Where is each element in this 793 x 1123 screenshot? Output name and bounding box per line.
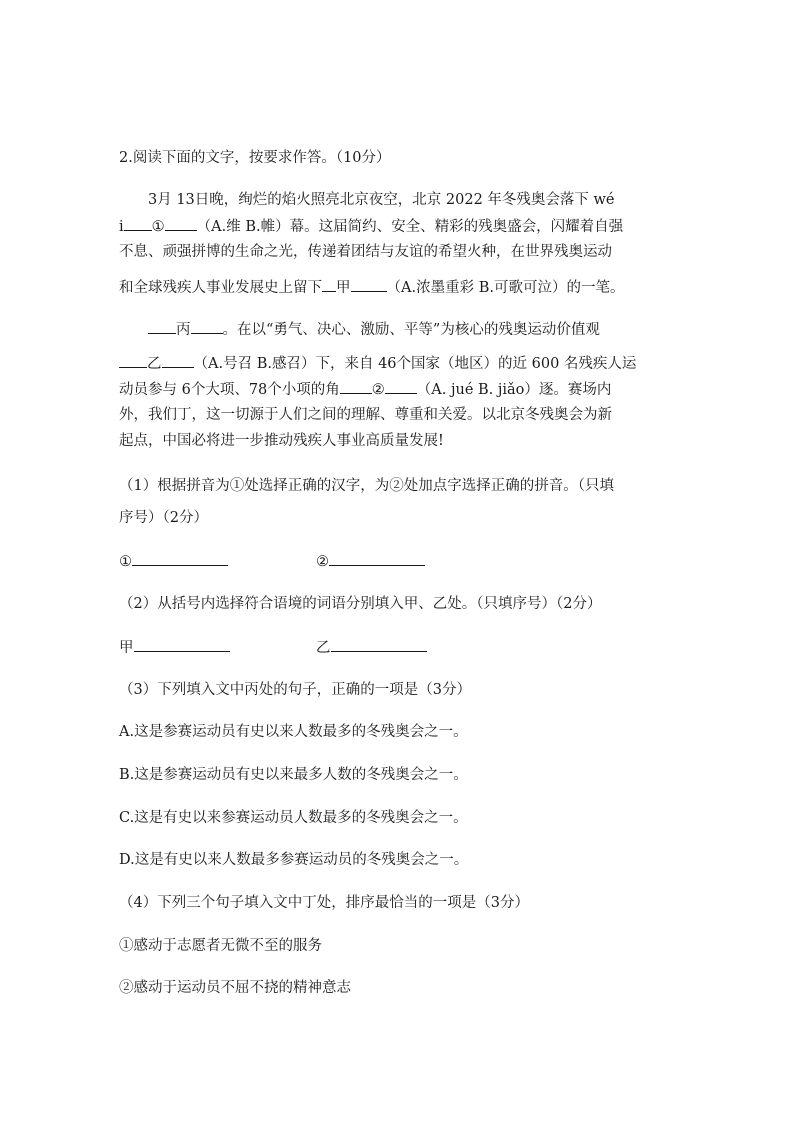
q3-option-d: D.这是有史以来人数最多参赛运动员的冬残奥会之一。 bbox=[119, 852, 469, 868]
blank-marker: ② bbox=[371, 382, 385, 398]
passage-text: 。在以“勇气、决心、激励、平等”为核心的残奥运动价值观 bbox=[222, 322, 600, 338]
q3-option-c: C.这是有史以来参赛运动员人数最多的冬残奥会之一。 bbox=[119, 810, 468, 826]
fill-blank bbox=[191, 319, 223, 334]
q3-option-a: A.这是参赛运动员有史以来人数最多的冬残奥会之一。 bbox=[119, 724, 468, 740]
answer-label: ② bbox=[316, 554, 329, 570]
fill-blank bbox=[148, 319, 176, 334]
blank-marker: 丙 bbox=[176, 322, 191, 338]
passage-text: （A.号召 B.感召）下，来自 46个国家（地区）的近 600 名残疾人运 bbox=[193, 356, 637, 372]
answer-label: 甲 bbox=[119, 640, 134, 656]
passage-text: i bbox=[119, 219, 124, 235]
q4-item-1: ①感动于志愿者无微不至的服务 bbox=[119, 938, 322, 954]
blank-marker: ① bbox=[151, 219, 165, 235]
question-title: 2.阅读下面的文字，按要求作答。（10分） bbox=[119, 150, 391, 166]
q1-answer-row bbox=[316, 551, 425, 572]
q1-text: 序号）（2分） bbox=[119, 510, 208, 526]
fill-blank bbox=[162, 353, 194, 368]
fill-blank bbox=[165, 216, 197, 231]
passage-line: 不息、顽强拼博的生命之光，传递着团结与友谊的希望火种，在世界残奥运动 bbox=[119, 244, 612, 260]
fill-blank bbox=[351, 277, 387, 292]
passage-line: 起点，中国必将进一步推动残疾人事业高质量发展! bbox=[119, 433, 444, 449]
fill-blank bbox=[119, 353, 147, 368]
passage-text: （A. jué B. jiǎo）逐。赛场内 bbox=[416, 382, 612, 398]
blank-marker: 乙 bbox=[147, 356, 162, 372]
fill-blank bbox=[385, 379, 417, 394]
passage-line bbox=[148, 319, 600, 340]
q3-option-b: B.这是参赛运动员有史以来最多人数的冬残奥会之一。 bbox=[119, 767, 468, 783]
q2-answer-row bbox=[316, 637, 427, 658]
q1-answer-row bbox=[119, 551, 228, 572]
passage-line bbox=[119, 353, 636, 374]
passage-line bbox=[119, 277, 624, 298]
answer-blank-1[interactable] bbox=[132, 551, 228, 566]
passage-text: 和全球残疾人事业发展史上留下 bbox=[119, 280, 322, 296]
answer-label: 乙 bbox=[316, 640, 331, 656]
answer-blank-yi[interactable] bbox=[331, 637, 427, 652]
fill-blank bbox=[340, 379, 372, 394]
q2-text: （2）从括号内选择符合语境的词语分别填入甲、乙处。（只填序号）（2分） bbox=[119, 596, 602, 612]
passage-text: 动员参与 6个大项、78个小项的角 bbox=[119, 382, 340, 398]
answer-blank-2[interactable] bbox=[329, 551, 425, 566]
passage-line bbox=[119, 216, 623, 237]
passage-line: 外，我们丁，这一切源于人们之间的理解、尊重和关爱。以北京冬残奥会为新 bbox=[119, 407, 612, 423]
q4-text: （4）下列三个句子填入文中丁处，排序最恰当的一项是（3分） bbox=[119, 895, 529, 911]
fill-blank bbox=[124, 216, 152, 231]
q4-item-2: ②感动于运动员不屈不挠的精神意志 bbox=[119, 980, 351, 996]
fill-blank bbox=[322, 277, 336, 292]
q1-text: （1）根据拼音为①处选择正确的汉字，为②处加点字选择正确的拼音。（只填 bbox=[119, 478, 614, 494]
q3-text: （3）下列填入文中丙处的句子，正确的一项是（3分） bbox=[119, 682, 471, 698]
passage-line: 3月 13日晚，绚烂的焰火照亮北京夜空，北京 2022 年冬残奥会落下 wé bbox=[148, 192, 615, 208]
passage-text: （A.浓墨重彩 B.可歌可泣）的一笔。 bbox=[386, 280, 625, 296]
answer-label: ① bbox=[119, 554, 132, 570]
blank-marker: 甲 bbox=[336, 280, 351, 296]
q2-answer-row bbox=[119, 637, 230, 658]
passage-line bbox=[119, 379, 611, 400]
passage-text: （A.维 B.帷）幕。这届简约、安全、精彩的残奥盛会，闪耀着自强 bbox=[196, 219, 624, 235]
answer-blank-jia[interactable] bbox=[134, 637, 230, 652]
